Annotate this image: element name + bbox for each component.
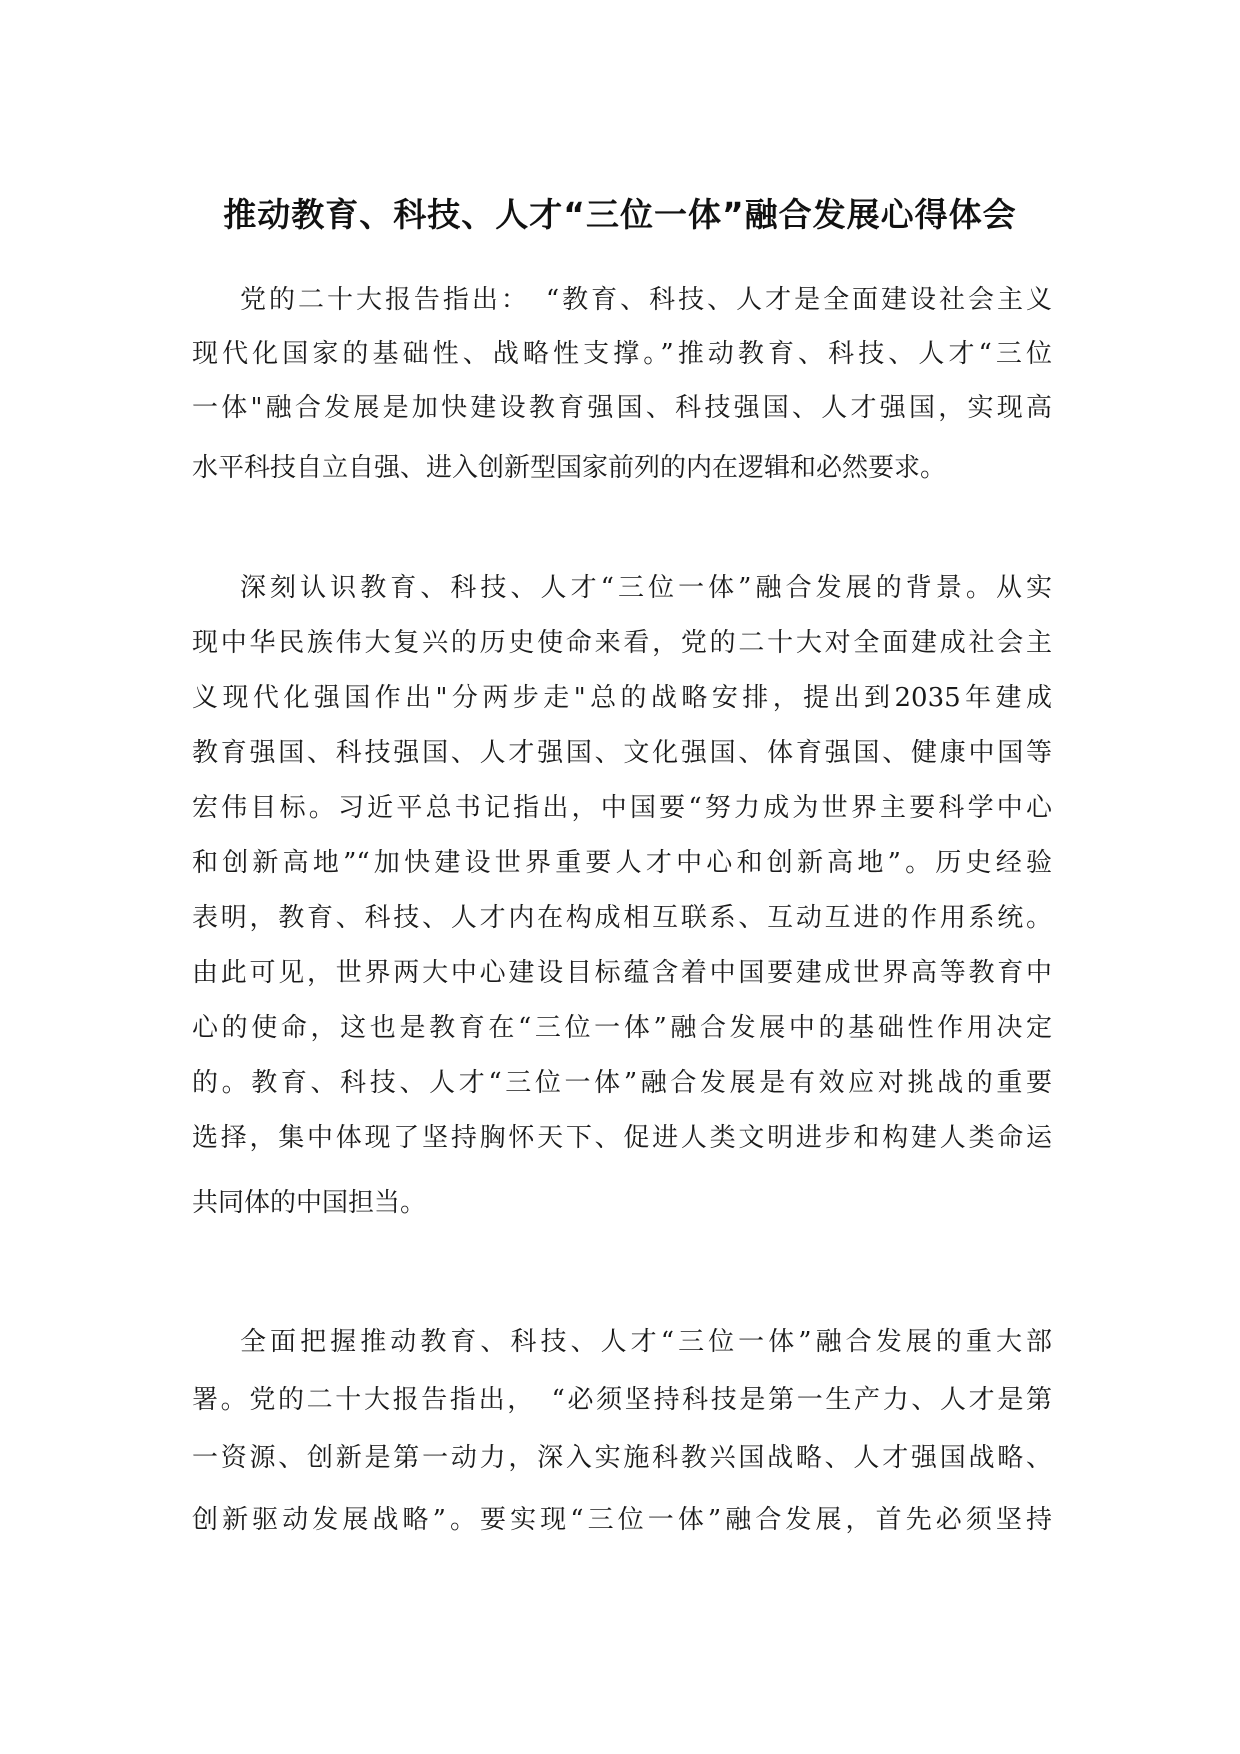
paragraph-2-line-11: 选择，集中体现了坚持胸怀天下、促进人类文明进步和构建人类命运	[192, 1123, 1052, 1153]
paragraph-2-line-8: 由此可见，世界两大中心建设目标蕴含着中国要建成世界高等教育中	[192, 958, 1052, 988]
paragraph-1-line-3: 一体"融合发展是加快建设教育强国、科技强国、人才强国，实现高	[192, 393, 1052, 423]
paragraph-1-line-1: 党的二十大报告指出： “教育、科技、人才是全面建设社会主义	[240, 285, 1052, 315]
paragraph-2-line-10: 的。教育、科技、人才“三位一体”融合发展是有效应对挑战的重要	[192, 1068, 1052, 1098]
paragraph-2-line-3: 义现代化强国作出"分两步走"总的战略安排，提出到2035年建成	[192, 683, 1052, 713]
paragraph-2-line-6: 和创新高地”“加快建设世界重要人才中心和创新高地”。历史经验	[192, 848, 1052, 878]
paragraph-3-line-4: 创新驱动发展战略”。要实现“三位一体”融合发展，首先必须坚持	[192, 1505, 1052, 1535]
paragraph-2-line-4: 教育强国、科技强国、人才强国、文化强国、体育强国、健康中国等	[192, 738, 1052, 768]
paragraph-3-line-2: 署。党的二十大报告指出， “必须坚持科技是第一生产力、人才是第	[192, 1385, 1052, 1415]
paragraph-2-line-5: 宏伟目标。习近平总书记指出，中国要“努力成为世界主要科学中心	[192, 793, 1052, 823]
paragraph-1-line-2: 现代化国家的基础性、战略性支撑。”推动教育、科技、人才“三位	[192, 339, 1052, 369]
paragraph-3-line-1: 全面把握推动教育、科技、人才“三位一体”融合发展的重大部	[240, 1327, 1052, 1357]
paragraph-1-line-4: 水平科技自立自强、进入创新型国家前列的内在逻辑和必然要求。	[192, 453, 947, 483]
paragraph-2-line-9: 心的使命，这也是教育在“三位一体”融合发展中的基础性作用决定	[192, 1013, 1052, 1043]
paragraph-2-line-1: 深刻认识教育、科技、人才“三位一体”融合发展的背景。从实	[240, 573, 1052, 603]
paragraph-2-line-12: 共同体的中国担当。	[192, 1188, 427, 1218]
paragraph-2-line-2: 现中华民族伟大复兴的历史使命来看，党的二十大对全面建成社会主	[192, 628, 1052, 658]
paragraph-3-line-3: 一资源、创新是第一动力，深入实施科教兴国战略、人才强国战略、	[192, 1443, 1052, 1473]
document-title: 推动教育、科技、人才“三位一体”融合发展心得体会	[223, 195, 1017, 234]
paragraph-2-line-7: 表明，教育、科技、人才内在构成相互联系、互动互进的作用系统。	[192, 903, 1052, 933]
